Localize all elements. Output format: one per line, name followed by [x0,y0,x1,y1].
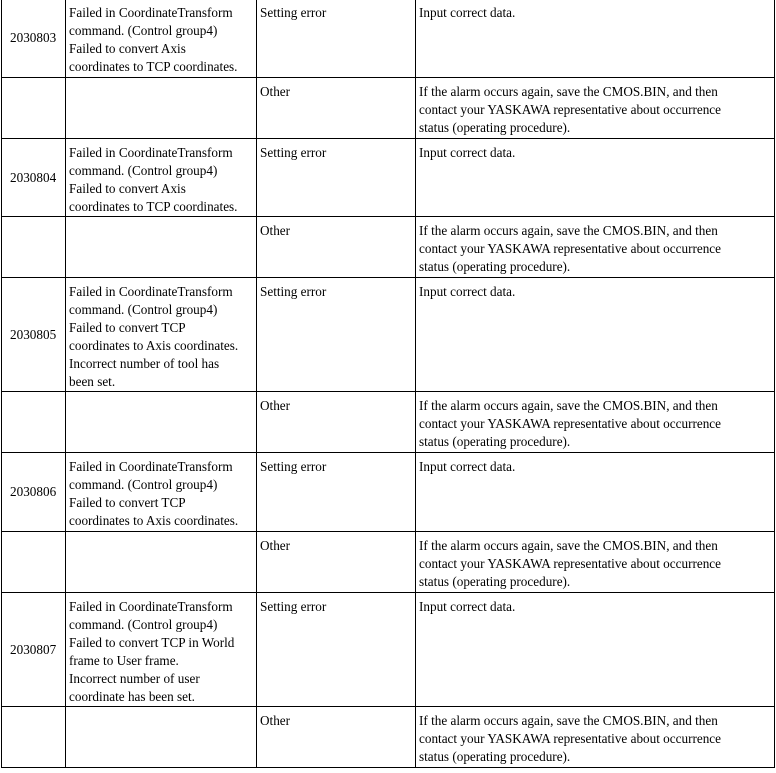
remedy-cell [416,593,775,707]
alarm-description-line: command. (Control group4) [69,163,218,178]
remedy-line: Input correct data. [419,284,516,299]
alarm-description-line: command. (Control group4) [69,23,218,38]
cause-text: Setting error [260,5,327,20]
alarm-description-line: command. (Control group4) [69,617,218,632]
remedy-cell [416,78,775,139]
cause-cell [257,217,416,278]
cause-cell [257,278,416,392]
alarm-description-line: Failed to convert TCP in World [69,635,235,650]
remedy-line: status (operating procedure). [419,749,571,764]
alarm-description-line: command. (Control group4) [69,477,218,492]
remedy-line: status (operating procedure). [419,120,571,135]
alarm-description-cell [66,453,257,532]
cause-cell [257,392,416,453]
alarm-code-cell-empty [2,78,66,139]
remedy-line: If the alarm occurs again, save the CMOS.BIN, and then [419,223,718,238]
alarm-row [2,392,775,453]
alarm-description-line: coordinates to TCP coordinates. [69,199,238,214]
cause-cell [257,707,416,768]
remedy-line: Input correct data. [419,599,516,614]
cause-text: Other [260,84,291,99]
alarm-description-line: Failed in CoordinateTransform [69,145,233,160]
alarm-description-line: Failed in CoordinateTransform [69,599,233,614]
remedy-cell [416,278,775,392]
cause-text: Setting error [260,599,327,614]
remedy-line: Input correct data. [419,145,516,160]
cause-text: Other [260,223,291,238]
alarm-row [2,139,775,217]
alarm-row [2,217,775,278]
remedy-line: status (operating procedure). [419,259,571,274]
alarm-row [2,0,775,78]
remedy-line: contact your YASKAWA representative about occurrence [419,416,722,431]
remedy-line: contact your YASKAWA representative about occurrence [419,556,722,571]
remedy-line: Input correct data. [419,5,516,20]
remedy-line: If the alarm occurs again, save the CMOS.BIN, and then [419,538,718,553]
cause-cell [257,78,416,139]
cause-text: Other [260,538,291,553]
alarm-code-cell [2,139,66,217]
alarm-table-body [2,0,775,768]
alarm-description-line: command. (Control group4) [69,302,218,317]
alarm-description-line: Incorrect number of user [69,671,200,686]
alarm-description-line: Failed to convert TCP [69,495,186,510]
alarm-description-cell [66,593,257,707]
remedy-cell [416,0,775,78]
alarm-description-line: coordinate has been set. [69,689,195,704]
cause-cell [257,139,416,217]
remedy-cell [416,139,775,217]
alarm-description-line: frame to User frame. [69,653,179,668]
remedy-cell [416,707,775,768]
alarm-code-cell-empty [2,217,66,278]
alarm-description-cell-empty [66,532,257,593]
alarm-code-cell [2,278,66,392]
alarm-description-cell [66,0,257,78]
remedy-cell [416,453,775,532]
remedy-line: contact your YASKAWA representative about occurrence [419,241,722,256]
alarm-code-cell [2,453,66,532]
cause-cell [257,0,416,78]
alarm-description-line: been set. [69,374,116,389]
alarm-code: 2030804 [10,169,57,185]
alarm-description-line: coordinates to Axis coordinates. [69,338,239,353]
alarm-row [2,278,775,392]
alarm-code-cell-empty [2,392,66,453]
alarm-description-cell-empty [66,707,257,768]
remedy-line: Input correct data. [419,459,516,474]
alarm-description-line: Failed in CoordinateTransform [69,459,233,474]
alarm-row [2,593,775,707]
cause-text: Other [260,713,291,728]
cause-text: Setting error [260,284,327,299]
remedy-line: If the alarm occurs again, save the CMOS.BIN, and then [419,713,718,728]
alarm-code: 2030805 [10,326,57,342]
alarm-description-line: coordinates to TCP coordinates. [69,59,238,74]
alarm-row [2,532,775,593]
alarm-description-cell-empty [66,78,257,139]
cause-text: Setting error [260,459,327,474]
alarm-description-line: Failed to convert Axis [69,181,186,196]
cause-text: Other [260,398,291,413]
alarm-description-line: Failed in CoordinateTransform [69,5,233,20]
alarm-description-line: Failed in CoordinateTransform [69,284,233,299]
alarm-code-cell-empty [2,707,66,768]
cause-cell [257,532,416,593]
alarm-description-cell [66,278,257,392]
alarm-description-line: Failed to convert Axis [69,41,186,56]
remedy-cell [416,392,775,453]
remedy-cell [416,532,775,593]
alarm-code-cell [2,0,66,78]
alarm-description-line: Incorrect number of tool has [69,356,220,371]
remedy-line: contact your YASKAWA representative about occurrence [419,731,722,746]
alarm-table [1,0,775,768]
alarm-code: 2030803 [10,30,57,45]
alarm-code: 2030807 [10,641,57,657]
alarm-code-cell-empty [2,532,66,593]
remedy-line: If the alarm occurs again, save the CMOS.BIN, and then [419,398,718,413]
remedy-line: status (operating procedure). [419,434,571,449]
alarm-row [2,453,775,532]
alarm-description-cell [66,139,257,217]
alarm-row [2,78,775,139]
alarm-code: 2030806 [10,484,57,499]
remedy-cell [416,217,775,278]
alarm-description-line: coordinates to Axis coordinates. [69,513,239,528]
cause-text: Setting error [260,145,327,160]
alarm-description-cell-empty [66,217,257,278]
remedy-line: contact your YASKAWA representative about occurrence [419,102,722,117]
remedy-line: status (operating procedure). [419,574,571,589]
cause-cell [257,593,416,707]
alarm-description-cell-empty [66,392,257,453]
cause-cell [257,453,416,532]
alarm-code-cell [2,593,66,707]
alarm-row [2,707,775,768]
alarm-description-line: Failed to convert TCP [69,320,186,335]
remedy-line: If the alarm occurs again, save the CMOS.BIN, and then [419,84,718,99]
